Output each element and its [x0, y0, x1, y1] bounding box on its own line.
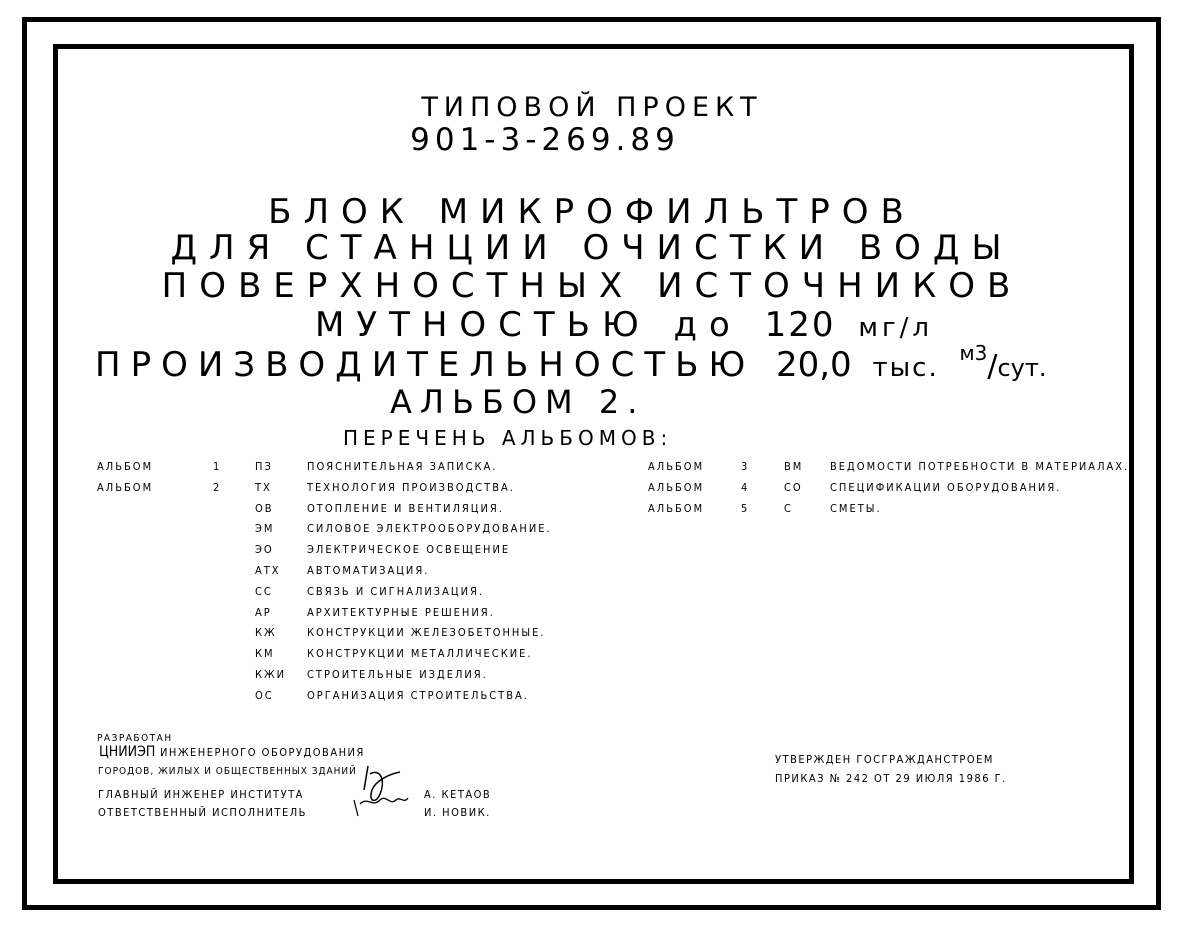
album-number: АЛЬБОМ 2.	[390, 383, 646, 421]
title-line-2: ДЛЯ СТАНЦИИ ОЧИСТКИ ВОДЫ	[170, 228, 1014, 268]
section-code: ЭМ	[255, 522, 275, 536]
title-line-3: ПОВЕРХНОСТНЫХ ИСТОЧНИКОВ	[161, 266, 1023, 306]
section-name: АРХИТЕКТУРНЫЕ РЕШЕНИЯ.	[307, 605, 495, 619]
album-number: 3	[741, 460, 750, 473]
section-name: СТРОИТЕЛЬНЫЕ ИЗДЕЛИЯ.	[307, 668, 488, 681]
section-code: КЖИ	[255, 668, 287, 681]
responsible-executor-name: И. НОВИК.	[424, 806, 491, 819]
section-name: КОНСТРУКЦИИ МЕТАЛЛИЧЕСКИЕ.	[307, 647, 533, 661]
signature	[350, 760, 420, 820]
org-name: ЦНИИЭП	[99, 744, 156, 760]
section-code: КМ	[255, 647, 275, 661]
section-code: ВМ	[784, 460, 804, 473]
capacity-unit-denominator: сут.	[997, 354, 1047, 382]
album-number: 1	[213, 460, 222, 473]
title-line-4	[315, 305, 933, 345]
responsible-executor-title: ОТВЕТСТВЕННЫЙ ИСПОЛНИТЕЛЬ	[98, 806, 307, 819]
album-label: АЛЬБОМ	[648, 460, 705, 473]
section-code: КЖ	[255, 626, 277, 640]
section-code: С	[784, 502, 793, 515]
album-label: АЛЬБОМ	[648, 502, 705, 515]
project-number: 901-3-269.89	[410, 122, 680, 158]
chief-engineer-title: ГЛАВНЫЙ ИНЖЕНЕР ИНСТИТУТА	[98, 788, 304, 801]
capacity-unit-numerator: м3	[959, 341, 988, 365]
section-name: ВЕДОМОСТИ ПОТРЕБНОСТИ В МАТЕРИАЛАХ.	[830, 460, 1130, 473]
turbidity-label: МУТНОСТЬЮ до	[315, 305, 742, 345]
section-name: СИЛОВОЕ ЭЛЕКТРООБОРУДОВАНИЕ.	[307, 522, 552, 536]
section-name: СВЯЗЬ И СИГНАЛИЗАЦИЯ.	[307, 584, 485, 598]
approval-line-2: ПРИКАЗ № 242 ОТ 29 ИЮЛЯ 1986 Г.	[775, 772, 1007, 785]
albums-heading: ПЕРЕЧЕНЬ АЛЬБОМОВ:	[343, 426, 673, 450]
org-line-2: ГОРОДОВ, ЖИЛЫХ И ОБЩЕСТВЕННЫХ ЗДАНИЙ	[98, 766, 357, 777]
section-name: АВТОМАТИЗАЦИЯ.	[307, 564, 430, 577]
developed-label: РАЗРАБОТАН	[97, 733, 173, 744]
approval-line-1: УТВЕРЖДЕН ГОСГРАЖДАНСТРОЕМ	[775, 753, 994, 766]
album-label: АЛЬБОМ	[97, 480, 154, 494]
section-name: КОНСТРУКЦИИ ЖЕЛЕЗОБЕТОННЫЕ.	[307, 626, 546, 640]
section-name: СПЕЦИФИКАЦИИ ОБОРУДОВАНИЯ.	[830, 481, 1062, 494]
chief-engineer-name: А. КЕТАОВ	[424, 788, 492, 801]
section-code: ОС	[255, 688, 274, 702]
album-label: АЛЬБОМ	[648, 481, 705, 494]
section-code: ЭО	[255, 543, 274, 557]
section-name: ОРГАНИЗАЦИЯ СТРОИТЕЛЬСТВА.	[307, 688, 529, 702]
title-line-1: БЛОК МИКРОФИЛЬТРОВ	[268, 192, 916, 232]
section-name: ПОЯСНИТЕЛЬНАЯ ЗАПИСКА.	[307, 460, 498, 473]
org-name-rest: ИНЖЕНЕРНОГО ОБОРУДОВАНИЯ	[160, 746, 365, 759]
turbidity-unit: мг/л	[858, 313, 933, 343]
section-code: ОВ	[255, 501, 274, 515]
title-line-5	[95, 341, 1047, 385]
album-number: 5	[741, 502, 750, 515]
section-code: СС	[255, 584, 273, 598]
capacity-label: ПРОИЗВОДИТЕЛЬНОСТЬЮ	[95, 345, 756, 385]
turbidity-value: 120	[764, 305, 836, 345]
section-name: ЭЛЕКТРИЧЕСКОЕ ОСВЕЩЕНИЕ	[307, 543, 511, 557]
section-code: ПЗ	[255, 460, 273, 473]
section-name: ТЕХНОЛОГИЯ ПРОИЗВОДСТВА.	[307, 480, 515, 494]
section-code: СО	[784, 481, 803, 494]
section-name: СМЕТЫ.	[830, 502, 882, 515]
capacity-value: 20,0	[775, 345, 852, 385]
album-number: 2	[213, 480, 222, 494]
album-number: 4	[741, 481, 750, 494]
album-label: АЛЬБОМ	[97, 460, 154, 473]
section-code: АТХ	[255, 564, 281, 577]
project-label: ТИПОВОЙ ПРОЕКТ	[421, 92, 763, 123]
capacity-unit-fraction: $^{м3}$/сут.	[959, 341, 1047, 384]
section-code: АР	[255, 605, 272, 619]
section-code: ТХ	[255, 480, 272, 494]
section-name: ОТОПЛЕНИЕ И ВЕНТИЛЯЦИЯ.	[307, 501, 504, 515]
org-line-1	[99, 744, 365, 760]
capacity-unit-prefix: тыс.	[872, 353, 939, 383]
